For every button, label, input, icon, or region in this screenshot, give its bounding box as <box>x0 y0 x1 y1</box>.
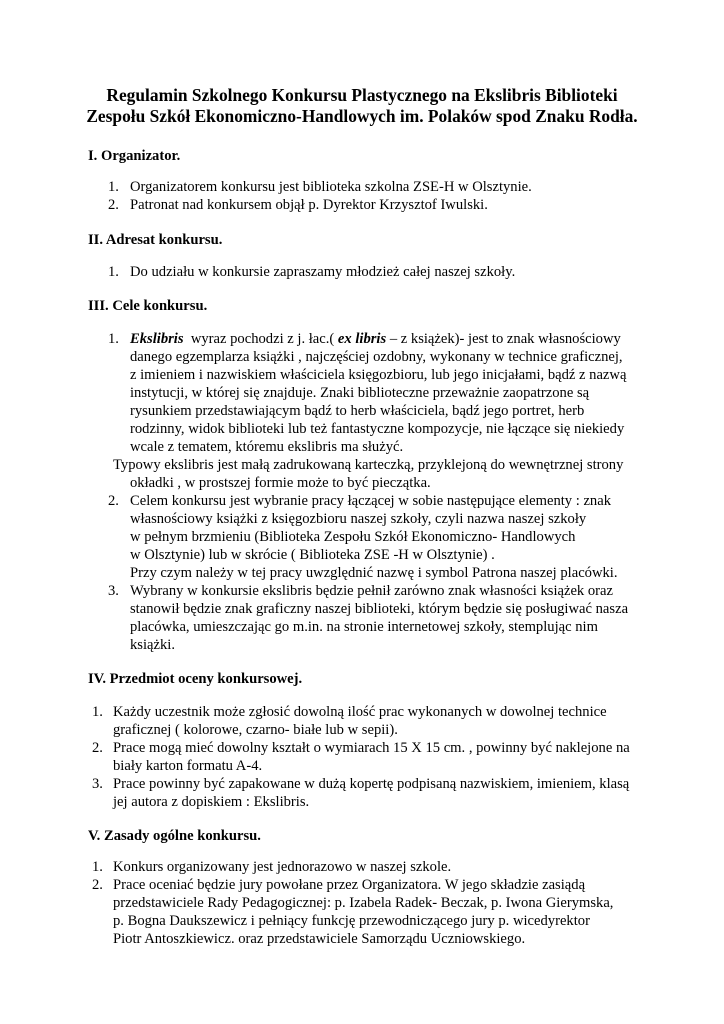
list-number: 2. <box>108 197 119 213</box>
list-text: Wybrany w konkursie ekslibris będzie pełnił zarówno znak własności książek oraz <box>130 583 613 599</box>
list-text: Prace mogą mieć dowolny kształt o wymiarach 15 X 15 cm. , powinny być naklejone na <box>113 740 630 756</box>
list-text: biały karton formatu A-4. <box>113 758 263 774</box>
list-text: z imieniem i nazwiskiem właściciela księgozbioru, lub jego inicjałami, bądź z nazwą <box>130 367 627 383</box>
term-ekslibris: Ekslibris <box>130 331 184 347</box>
list-text: Konkurs organizowany jest jednorazowo w naszej szkole. <box>113 859 452 875</box>
list-text: w Olsztynie) lub w skrócie ( Biblioteka ZSE -H w Olsztynie) . <box>130 547 495 563</box>
list-text: książki. <box>130 637 175 653</box>
list-text: Przy czym należy w tej pracy uwzględnić nazwę i symbol Patrona naszej placówki. <box>130 565 618 581</box>
list-text: Prace oceniać będzie jury powołane przez Organizatora. W jego składzie zasiądą <box>113 877 586 893</box>
list-text: przedstawiciele Rady Pedagogicznej: p. Izabela Radek- Beczak, p. Iwona Gierymska, <box>113 895 614 911</box>
title-line-1: Regulamin Szkolnego Konkursu Plastycznego na Ekslibris Biblioteki <box>106 85 618 105</box>
list-text: Do udziału w konkursie zapraszamy młodzież całej naszej szkoły. <box>130 264 516 280</box>
list-number: 2. <box>92 740 103 756</box>
list-text: danego egzemplarza książki , najczęściej ozdobny, wykonany w technice graficznej, <box>130 349 623 365</box>
list-text: okładki , w prostszej formie może to być pieczątka. <box>130 475 431 491</box>
list-text: Patronat nad konkursem objął p. Dyrektor Krzysztof Iwulski. <box>130 197 488 213</box>
list-text: instytucji, w której się znajduje. Znaki biblioteczne przeważnie zaopatrzone są <box>130 385 590 401</box>
list-text: rysunkiem przedstawiającym bądź to herb właściciela, bądź jego portret, herb <box>130 403 585 419</box>
list-text: jej autora z dopiskiem : Ekslibris. <box>113 794 310 810</box>
list-text: graficznej ( kolorowe, czarno- białe lub w sepii). <box>113 722 398 738</box>
list-text: Organizatorem konkursu jest biblioteka szkolna ZSE-H w Olsztynie. <box>130 179 532 195</box>
text-fragment: wyraz pochodzi z j. łac.( <box>183 331 338 347</box>
list-text: w pełnym brzmieniu (Biblioteka Zespołu Szkół Ekonomiczno- Handlowych <box>130 529 576 545</box>
list-number: 1. <box>92 859 103 875</box>
list-number: 1. <box>108 179 119 195</box>
list-number: 2. <box>92 877 103 893</box>
list-number: 3. <box>108 583 119 599</box>
section-heading-rules: V. Zasady ogólne konkursu. <box>88 828 261 844</box>
section-heading-evaluation: IV. Przedmiot oceny konkursowej. <box>88 671 303 687</box>
section-heading-audience: II. Adresat konkursu. <box>88 232 223 248</box>
list-text: Typowy ekslibris jest małą zadrukowaną karteczką, przyklejoną do wewnętrznej strony <box>113 457 624 473</box>
list-number: 1. <box>108 264 119 280</box>
list-text-first-line <box>130 330 621 348</box>
section-heading-organizer: I. Organizator. <box>88 148 181 164</box>
list-number: 1. <box>108 331 119 347</box>
list-text: Celem konkursu jest wybranie pracy łączącej w sobie następujące elementy : znak <box>130 493 611 509</box>
list-number: 2. <box>108 493 119 509</box>
document-title <box>0 85 724 127</box>
list-number: 1. <box>92 704 103 720</box>
list-text: placówka, umieszczając go m.in. na stronie internetowej szkoły, stemplując nim <box>130 619 598 635</box>
list-text: Piotr Antoszkiewicz. oraz przedstawiciele Samorządu Uczniowskiego. <box>113 931 526 947</box>
section-heading-goals: III. Cele konkursu. <box>88 298 208 314</box>
text-fragment: – z książek)- jest to znak własnościowy <box>386 331 621 347</box>
list-text: wcale z tematem, któremu ekslibris ma służyć. <box>130 439 404 455</box>
term-latin: ex libris <box>337 331 387 347</box>
list-text: rodzinny, widok biblioteki lub też fantastyczne kompozycje, nie łączące się niekiedy <box>130 421 625 437</box>
list-number: 3. <box>92 776 103 792</box>
list-text: własnościowy książki z księgozbioru naszej szkoły, czyli nazwa naszej szkoły <box>130 511 587 527</box>
title-line-2: Zespołu Szkół Ekonomiczno-Handlowych im. Polaków spod Znaku Rodła. <box>86 106 638 126</box>
list-text: Każdy uczestnik może zgłosić dowolną ilość prac wykonanych w dowolnej technice <box>113 704 607 720</box>
list-text: p. Bogna Daukszewicz i pełniący funkcję przewodniczącego jury p. wicedyrektor <box>113 913 590 929</box>
list-text: Prace powinny być zapakowane w dużą kopertę podpisaną nazwiskiem, imieniem, klasą <box>113 776 630 792</box>
list-text: stanowił będzie znak graficzny naszej biblioteki, którym będzie się posługiwać nasza <box>130 601 629 617</box>
